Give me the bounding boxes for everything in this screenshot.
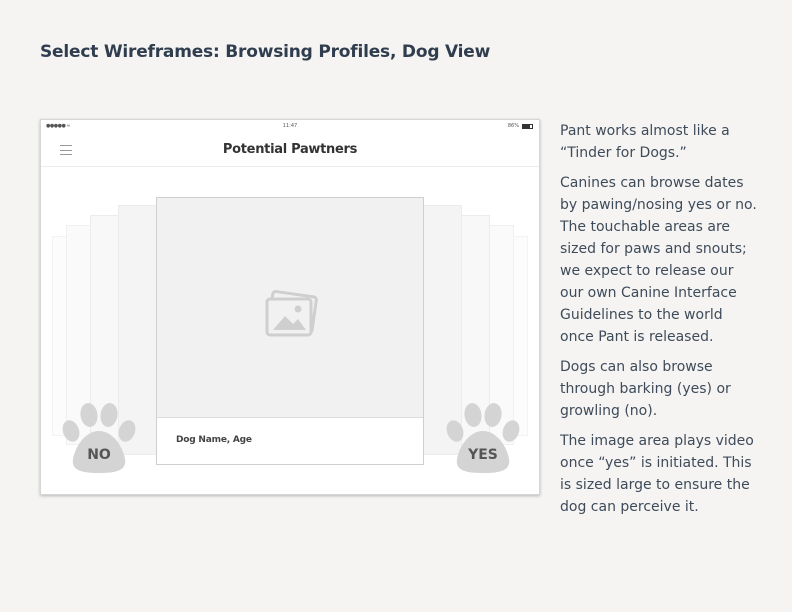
yes-button[interactable] [445,401,521,477]
yes-label: YES [468,447,498,463]
description-panel [560,120,760,526]
nav-title: Potential Pawtners [222,142,358,157]
signal-indicator: ●●●●● ≈ [46,123,71,129]
paw-icon [445,401,521,477]
battery-indicator [508,123,533,129]
paw-icon [61,401,137,477]
profile-image-area[interactable] [157,198,423,418]
dog-name-age: Dog Name, Age [176,435,252,445]
status-bar [41,120,539,134]
status-time: 11:47 [282,123,298,129]
nav-bar [41,134,539,167]
no-button[interactable] [61,401,137,477]
profile-card[interactable] [156,197,424,465]
description-paragraph: Canines can browse dates by pawing/nosing yes or no. The touchable areas are sized for paws and snouts; we expect to release our our own Canine Interface Guidelines to the world once Pant is released. [560,175,757,345]
no-label: NO [87,447,111,463]
battery-icon [522,124,533,129]
image-placeholder-icon [265,290,319,340]
page-title: Select Wireframes: Browsing Profiles, Dog View [40,42,491,62]
description-paragraph: Dogs can also browse through barking (yes) or growling (no). [560,359,731,419]
description-paragraph: Pant works almost like a “Tinder for Dogs.” [560,123,730,161]
tablet-wireframe [40,119,540,495]
description-paragraph: The image area plays video once “yes” is initiated. This is sized large to ensure the dog can perceive it. [560,433,754,515]
battery-percent: 86% [507,123,519,129]
